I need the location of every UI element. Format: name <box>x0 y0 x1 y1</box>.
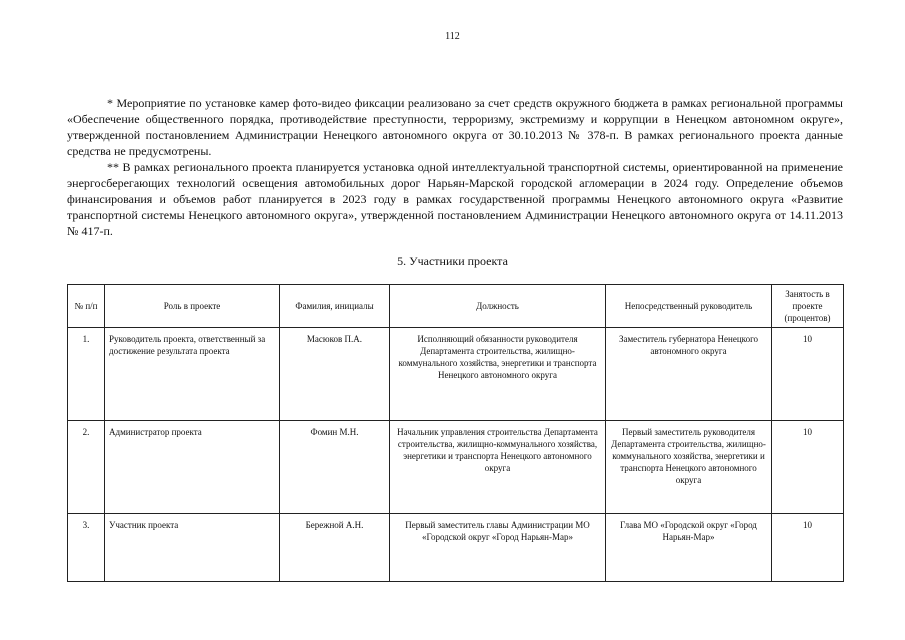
cell-supervisor: Первый заместитель руководителя Департамента строительства, жилищно-коммунального хозяйства, энергетики и транспорта Ненецкого автономного округа <box>606 420 772 513</box>
table-row <box>68 420 844 513</box>
cell-employment: 10 <box>772 328 844 421</box>
table-row <box>68 328 844 421</box>
table-header-row <box>68 285 844 328</box>
cell-role: Руководитель проекта, ответственный за достижение результата проекта <box>105 328 280 421</box>
header-name: Фамилия, инициалы <box>280 285 390 328</box>
cell-employment: 10 <box>772 420 844 513</box>
header-num: № п/п <box>68 285 105 328</box>
cell-role: Администратор проекта <box>105 420 280 513</box>
footnotes <box>67 95 843 239</box>
cell-position: Исполняющий обязанности руководителя Департамента строительства, жилищно-коммунального хозяйства, энергетики и транспорта Ненецкого автономного округа <box>390 328 606 421</box>
page-number: 112 <box>445 31 460 42</box>
header-employment: Занятость в проекте (процентов) <box>772 285 844 328</box>
cell-name: Фомин М.Н. <box>280 420 390 513</box>
cell-position: Начальник управления строительства Департамента строительства, жилищно-коммунального хозяйства, энергетики и транспорта Ненецкого автономного округа <box>390 420 606 513</box>
cell-employment: 10 <box>772 513 844 581</box>
cell-supervisor: Заместитель губернатора Ненецкого автономного округа <box>606 328 772 421</box>
section-title: 5. Участники проекта <box>397 254 508 268</box>
cell-num: 3. <box>68 513 105 581</box>
cell-name: Бережной А.Н. <box>280 513 390 581</box>
cell-num: 2. <box>68 420 105 513</box>
cell-name: Масюков П.А. <box>280 328 390 421</box>
header-supervisor: Непосредственный руководитель <box>606 285 772 328</box>
header-position: Должность <box>390 285 606 328</box>
participants-table <box>67 284 844 582</box>
table-row <box>68 513 844 581</box>
footnote-2: ** В рамках регионального проекта планируется установка одной интеллектуальной транспортной системы, ориентированной на применение энергосберегающих технологий освещения автомобильных дорог Нарьян-Марской городской агломерации в 2024 году. Определение объемов финансирования и объемов работ планируется в 2023 году в рамках государственной программы Ненецкого автономного округа «Развитие транспортной системы Ненецкого автономного округа», утвержденной постановлением Администрации Ненецкого автономного округа от 14.11.2013 № 417-п. <box>67 160 843 238</box>
footnote-1: * Мероприятие по установке камер фото-видео фиксации реализовано за счет средств окружного бюджета в рамках региональной программы «Обеспечение общественного порядка, противодействие преступности, терроризму, экстремизму и коррупции в Ненецком автономном округе», утвержденной постановлением Администрации Ненецкого автономного округа от 30.10.2013 № 378-п. В рамках регионального проекта данные средства не предусмотрены. <box>67 96 843 158</box>
cell-supervisor: Глава МО «Городской округ «Город Нарьян-Мар» <box>606 513 772 581</box>
cell-num: 1. <box>68 328 105 421</box>
cell-role: Участник проекта <box>105 513 280 581</box>
cell-position: Первый заместитель главы Администрации МО «Городской округ «Город Нарьян-Мар» <box>390 513 606 581</box>
header-role: Роль в проекте <box>105 285 280 328</box>
